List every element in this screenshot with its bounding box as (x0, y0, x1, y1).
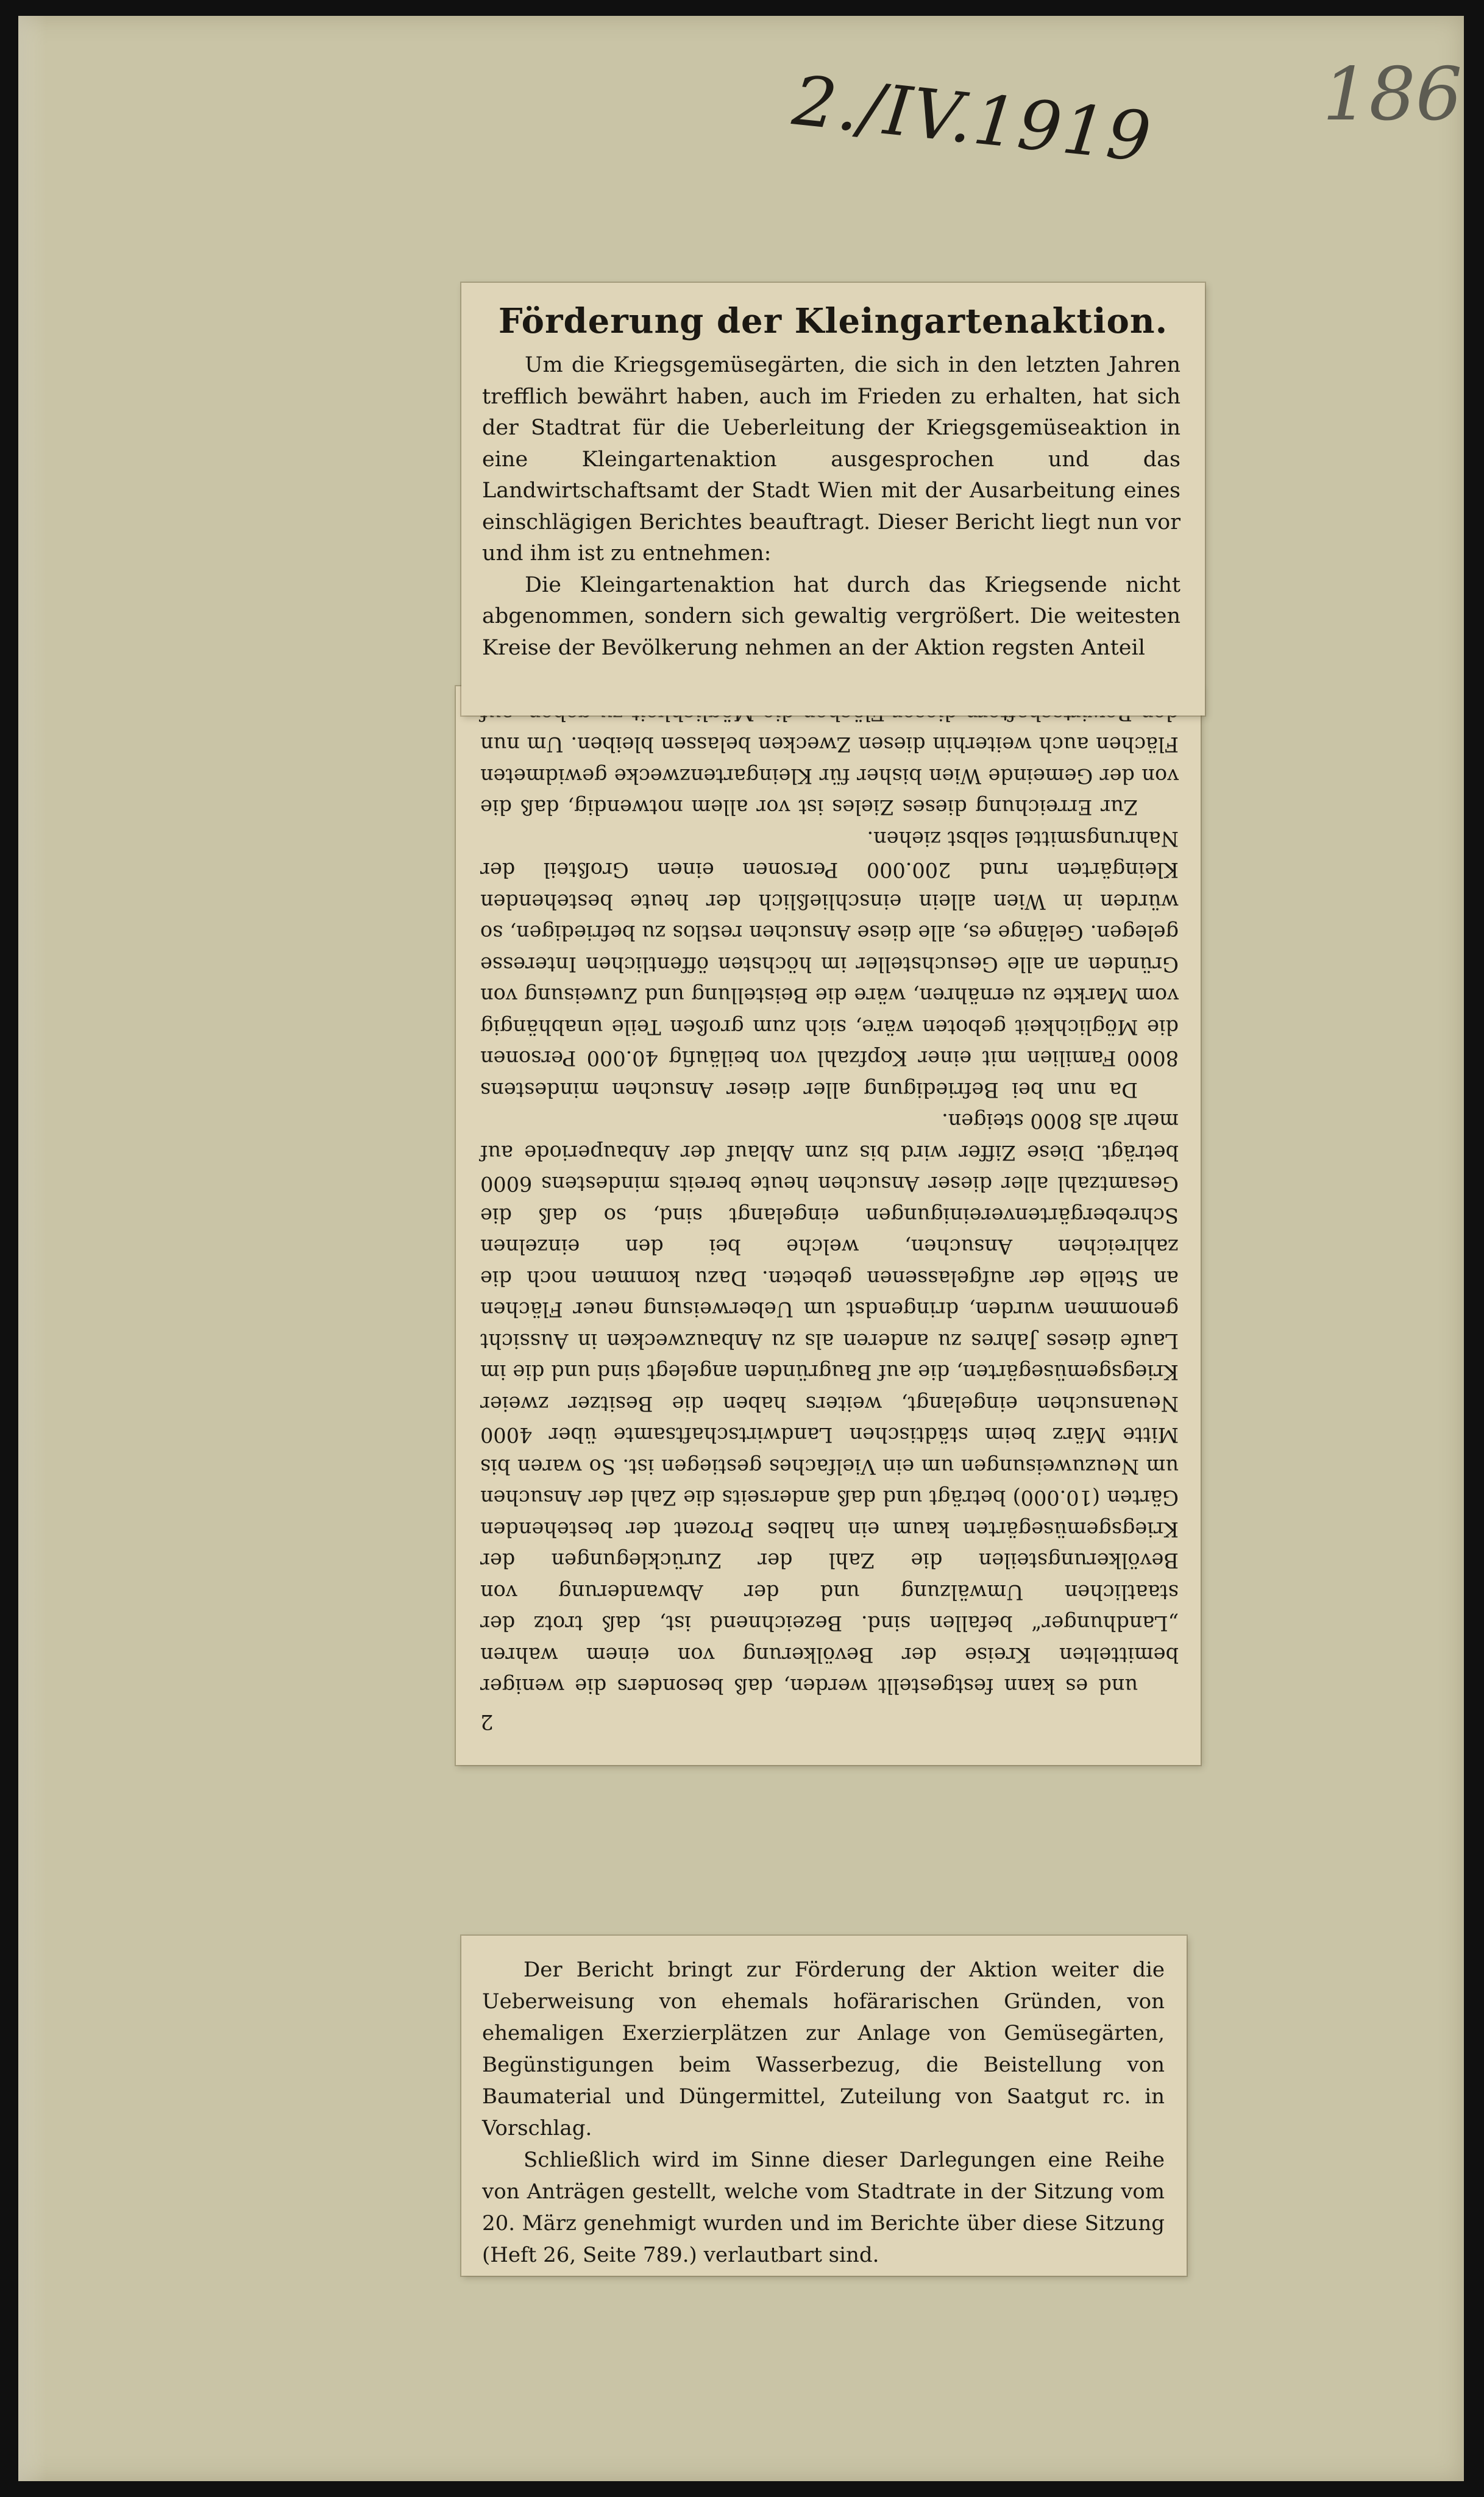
article-paragraph: Schließlich wird im Sinne dieser Darlegungen eine Reihe von Anträgen gestellt, welche vom Stadtrate in der Sitzung vom 20. März genehmigt wurden und im Berichte über diese Sitzung (Heft 26, Seite 789.) verlautbart sind. (482, 2148, 1165, 2267)
article-paragraph: Da nun bei Befriedigung aller dieser Ansuchen mindestens 8000 Familien mit einer Kopfzahl von beiläufig 40.000 Personen die Möglichkeit geboten wäre, sich zum großen Teile unabhängig vom Markte zu ernähren, wäre die Beistellung und Zuweisung von Gründen an alle Gesuchsteller im höchsten öffentlichen Interesse gelegen. Gelänge es, alle diese Ansuchen restlos zu befriedigen, so würden in Wien allein einschließlich der heute bestehenden Kleingärten rund 200.000 Personen einen Großteil der Nahrungsmittel selbst ziehen. (480, 827, 1179, 1102)
article-headline: Förderung der Kleingartenaktion. (498, 301, 1168, 341)
article-body (461, 350, 1205, 664)
archive-sheet (18, 16, 1464, 2481)
inverted-article-body (456, 686, 1201, 1765)
article-body (461, 1936, 1187, 2271)
handwritten-folio-number: 186 (1322, 52, 1463, 137)
page-number: 2 (480, 1710, 494, 1734)
article-paragraph: und es kann festgestellt werden, daß besonders die weniger bemittelten Kreise der Bevölkerung von einem wahren „Landhunger“ befallen sind. Bezeichnend ist, daß trotz der staatlichen Umwälzung und der Abwanderung von Bevölkerungsteilen die Zahl der Zurücklegungen der Kriegsgemüsegärten kaum ein halbes Prozent der bestehenden Gärten (10.000) beträgt und daß anderseits die Zahl der Ansuchen um Neuzuweisungen um ein Vielfaches gestiegen ist. So waren bis Mitte März beim städtischen Landwirtschaftsamte über 4000 Neuansuchen eingelangt, weiters haben die Besitzer zweier Kriegsgemüsegärten, die auf Baugründen angelegt sind und die im Laufe dieses Jahres zu anderen als zu Anbauzwecken in Aussicht genommen wurden, dringendst um Ueberweisung neuer Flächen an Stelle der aufgelassenen gebeten. Dazu kommen noch die zahlreichen Ansuchen, welche bei den einzelnen Schrebergärtenvereinigungen eingelangt sind, so daß die Gesamtzahl aller dieser Ansuchen heute bereits mindestens 6000 beträgt. Diese Ziffer wird bis zum Ablauf der Anbauperiode auf mehr als 8000 steigen. (480, 1109, 1179, 1699)
handwritten-date: 2./IV.1919 (789, 61, 1156, 178)
newspaper-clipping-headline (461, 283, 1205, 716)
article-paragraph: Die Kleingartenaktion hat durch das Kriegsende nicht abgenommen, sondern sich gewaltig vergrößert. Die weitesten Kreise der Bevölkerung nehmen an der Aktion regsten Anteil (482, 572, 1180, 660)
article-paragraph: Zur Erreichung dieses Zieles ist vor allem notwendig, daß die von der Gemeinde Wien bisher für Kleingartenzwecke gewidmeten Flächen auch weiterhin diesen Zwecken belassen bleiben. Um nun (480, 733, 1179, 820)
article-paragraph: Um die Kriegsgemüsegärten, die sich in den letzten Jahren trefflich bewährt haben, auch im Frieden zu erhalten, hat sich der Stadtrat für die Ueberleitung der Kriegsgemüseaktion in eine Kleingartenaktion ausgesprochen und das Landwirtschaftsamt der Stadt Wien mit der Ausarbeitung eines einschlägigen Berichtes beauftragt. Dieser Bericht liegt nun vor und ihm ist zu entnehmen: (482, 353, 1180, 566)
newspaper-clipping-conclusion (461, 1936, 1187, 2276)
article-paragraph: Der Bericht bringt zur Förderung der Aktion weiter die Ueberweisung von ehemals hofärarischen Gründen, von ehemaligen Exerzierplätzen zur Anlage von Gemüsegärten, Begünstigungen beim Wasserbezug, die Beistellung von Baumaterial und Düngermittel, Zuteilung von Saatgut rc. in Vorschlag. (482, 1958, 1165, 2140)
newspaper-clipping-inverted (456, 686, 1201, 1765)
